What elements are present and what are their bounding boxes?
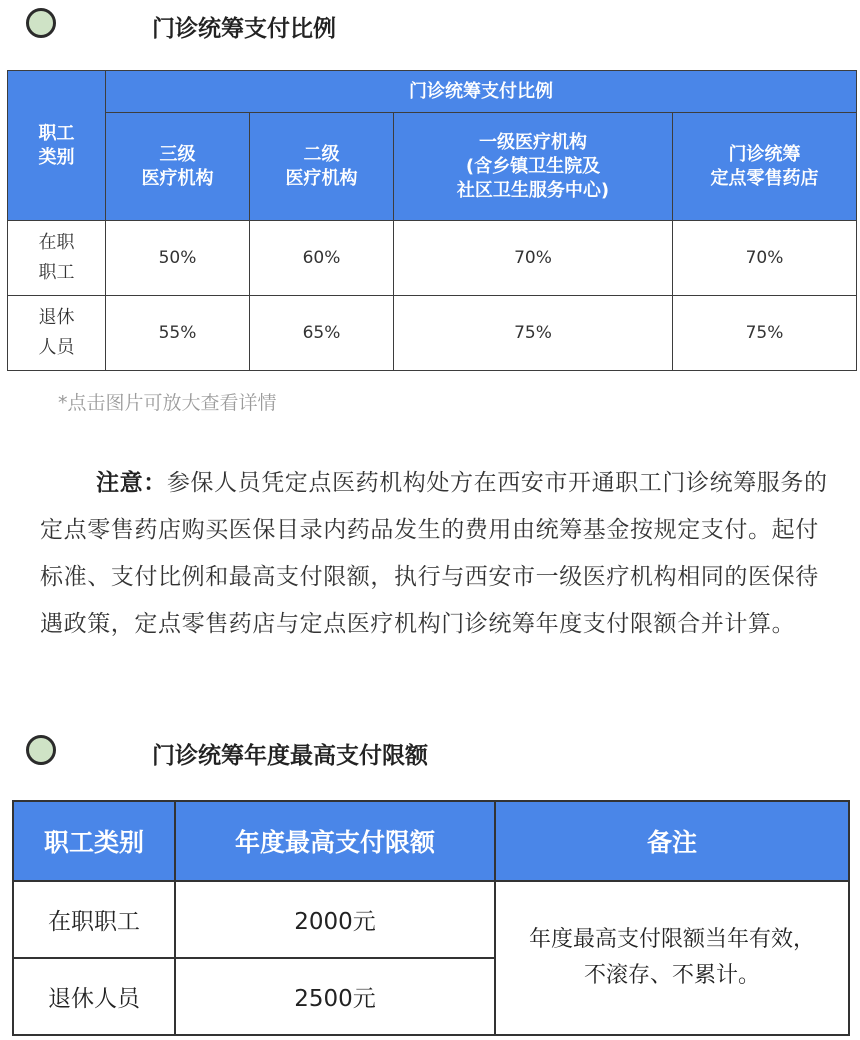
- section-title: 门诊统筹支付比例: [152, 16, 336, 42]
- table-cell: 70%: [394, 221, 673, 296]
- notice-paragraph: [40, 460, 830, 648]
- table-cell: 退休人员: [13, 958, 175, 1035]
- notice-text: 参保人员凭定点医药机构处方在西安市开通职工门诊统筹服务的定点零售药店购买医保目录内药品发生的费用由统筹基金按规定支付。起付标准、支付比例和最高支付限额，执行与西安市一级医疗机构相同的医保待遇政策，定点零售药店与定点医疗机构门诊统筹年度支付限额合并计算。: [40, 470, 828, 637]
- row-label: 退休 人员: [8, 296, 106, 371]
- table-cell: 在职职工: [13, 881, 175, 958]
- row-label: 在职 职工: [8, 221, 106, 296]
- section-title: 门诊统筹年度最高支付限额: [152, 743, 428, 769]
- column-header-note: 备注: [495, 801, 849, 881]
- table-cell: 55%: [106, 296, 250, 371]
- column-header-tier1: 一级医疗机构 (含乡镇卫生院及 社区卫生服务中心): [394, 113, 673, 221]
- column-header-pharmacy: 门诊统筹 定点零售药店: [673, 113, 857, 221]
- table-cell: 50%: [106, 221, 250, 296]
- annual-limit-table: [12, 800, 850, 1036]
- column-header-tier3: 三级 医疗机构: [106, 113, 250, 221]
- table-cell: 2500元: [175, 958, 495, 1035]
- column-header-limit: 年度最高支付限额: [175, 801, 495, 881]
- group-header: 门诊统筹支付比例: [106, 71, 857, 113]
- table-row: [13, 881, 849, 958]
- note-cell: 年度最高支付限额当年有效， 不滚存、不累计。: [495, 881, 849, 1035]
- notice-label: 注意：: [96, 470, 167, 496]
- table-cell: 75%: [673, 296, 857, 371]
- table-cell: 70%: [673, 221, 857, 296]
- column-header-tier2: 二级 医疗机构: [250, 113, 394, 221]
- table-cell: 60%: [250, 221, 394, 296]
- circle-bullet-icon: [26, 735, 56, 765]
- section-heading-annual-limit: [0, 731, 860, 771]
- section-heading-payment-ratio: [0, 4, 860, 44]
- table-row: [8, 221, 857, 296]
- table-cell: 65%: [250, 296, 394, 371]
- column-header-category: 职工类别: [13, 801, 175, 881]
- table-cell: 75%: [394, 296, 673, 371]
- zoom-hint: *点击图片可放大查看详情: [58, 392, 277, 414]
- category-header: 职工 类别: [8, 71, 106, 221]
- table-cell: 2000元: [175, 881, 495, 958]
- table-row: [8, 296, 857, 371]
- payment-ratio-table: [7, 70, 857, 371]
- circle-bullet-icon: [26, 8, 56, 38]
